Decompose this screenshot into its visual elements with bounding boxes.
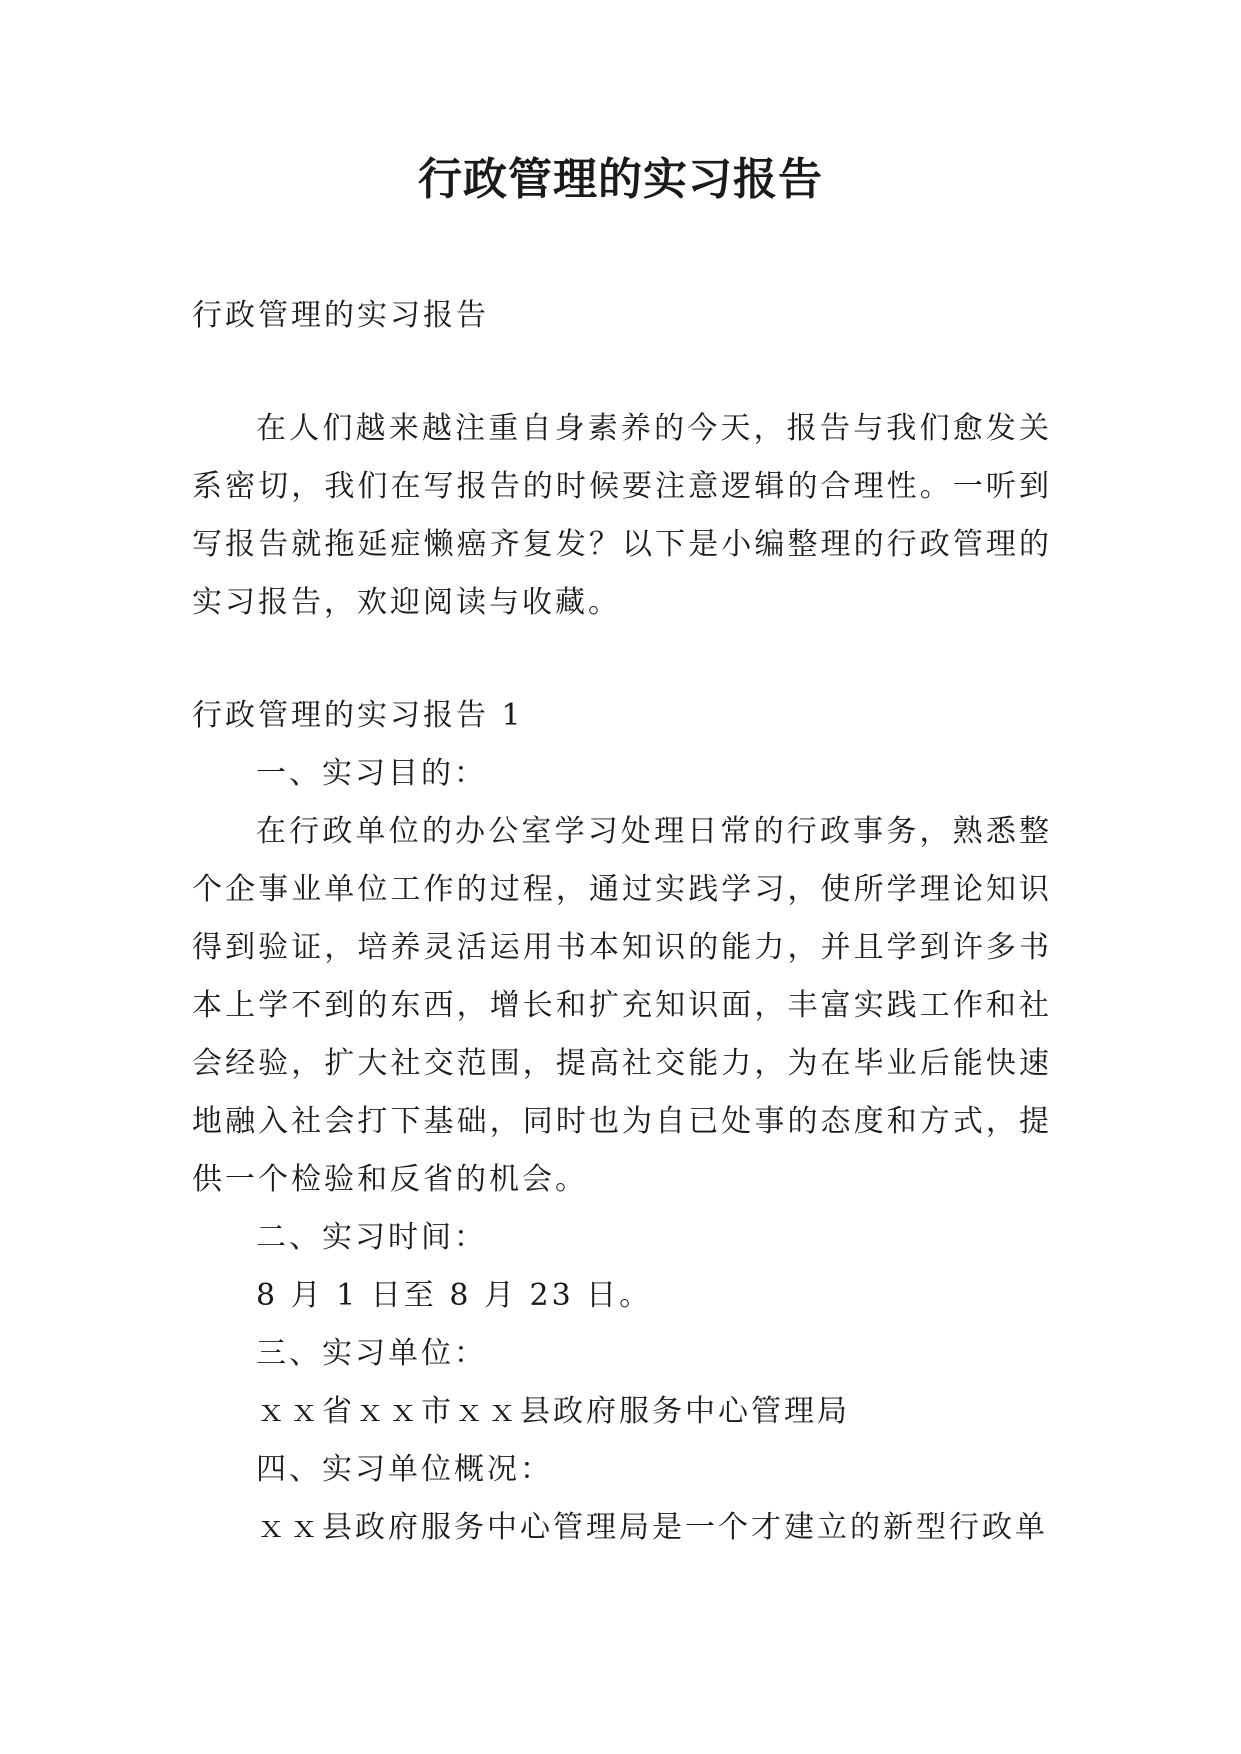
- document-body: [192, 287, 1052, 1557]
- time-paragraph: 8 月 1 日至 8 月 23 日。: [256, 1278, 653, 1313]
- unit-paragraph: ｘｘ省ｘｘ市ｘｘ县政府服务中心管理局: [256, 1394, 850, 1429]
- document-title: 行政管理的实习报告: [418, 154, 823, 205]
- section-title: 行政管理的实习报告 1: [192, 698, 524, 733]
- overview-heading: 四、实习单位概况：: [256, 1452, 553, 1487]
- intro-paragraph: 在人们越来越注重自身素养的今天，报告与我们愈发关系密切，我们在写报告的时候要注意逻辑的合理性。一听到写报告就拖延症懒癌齐复发？以下是小编整理的行政管理的实习报告，欢迎阅读与收藏。: [192, 411, 1052, 620]
- time-heading: 二、实习时间：: [256, 1220, 487, 1255]
- document-subtitle: 行政管理的实习报告: [192, 298, 489, 333]
- purpose-heading: 一、实习目的：: [256, 756, 487, 791]
- purpose-paragraph: 在行政单位的办公室学习处理日常的行政事务，熟悉整个企事业单位工作的过程，通过实践学习，使所学理论知识得到验证，培养灵活运用书本知识的能力，并且学到许多书本上学不到的东西，增长和扩充知识面，丰富实践工作和社会经验，扩大社交范围，提高社交能力，为在毕业后能快速地融入社会打下基础，同时也为自已处事的态度和方式，提供一个检验和反省的机会。: [192, 814, 1052, 1197]
- unit-heading: 三、实习单位：: [256, 1336, 487, 1371]
- overview-paragraph: ｘｘ县政府服务中心管理局是一个才建立的新型行政单: [256, 1510, 1048, 1545]
